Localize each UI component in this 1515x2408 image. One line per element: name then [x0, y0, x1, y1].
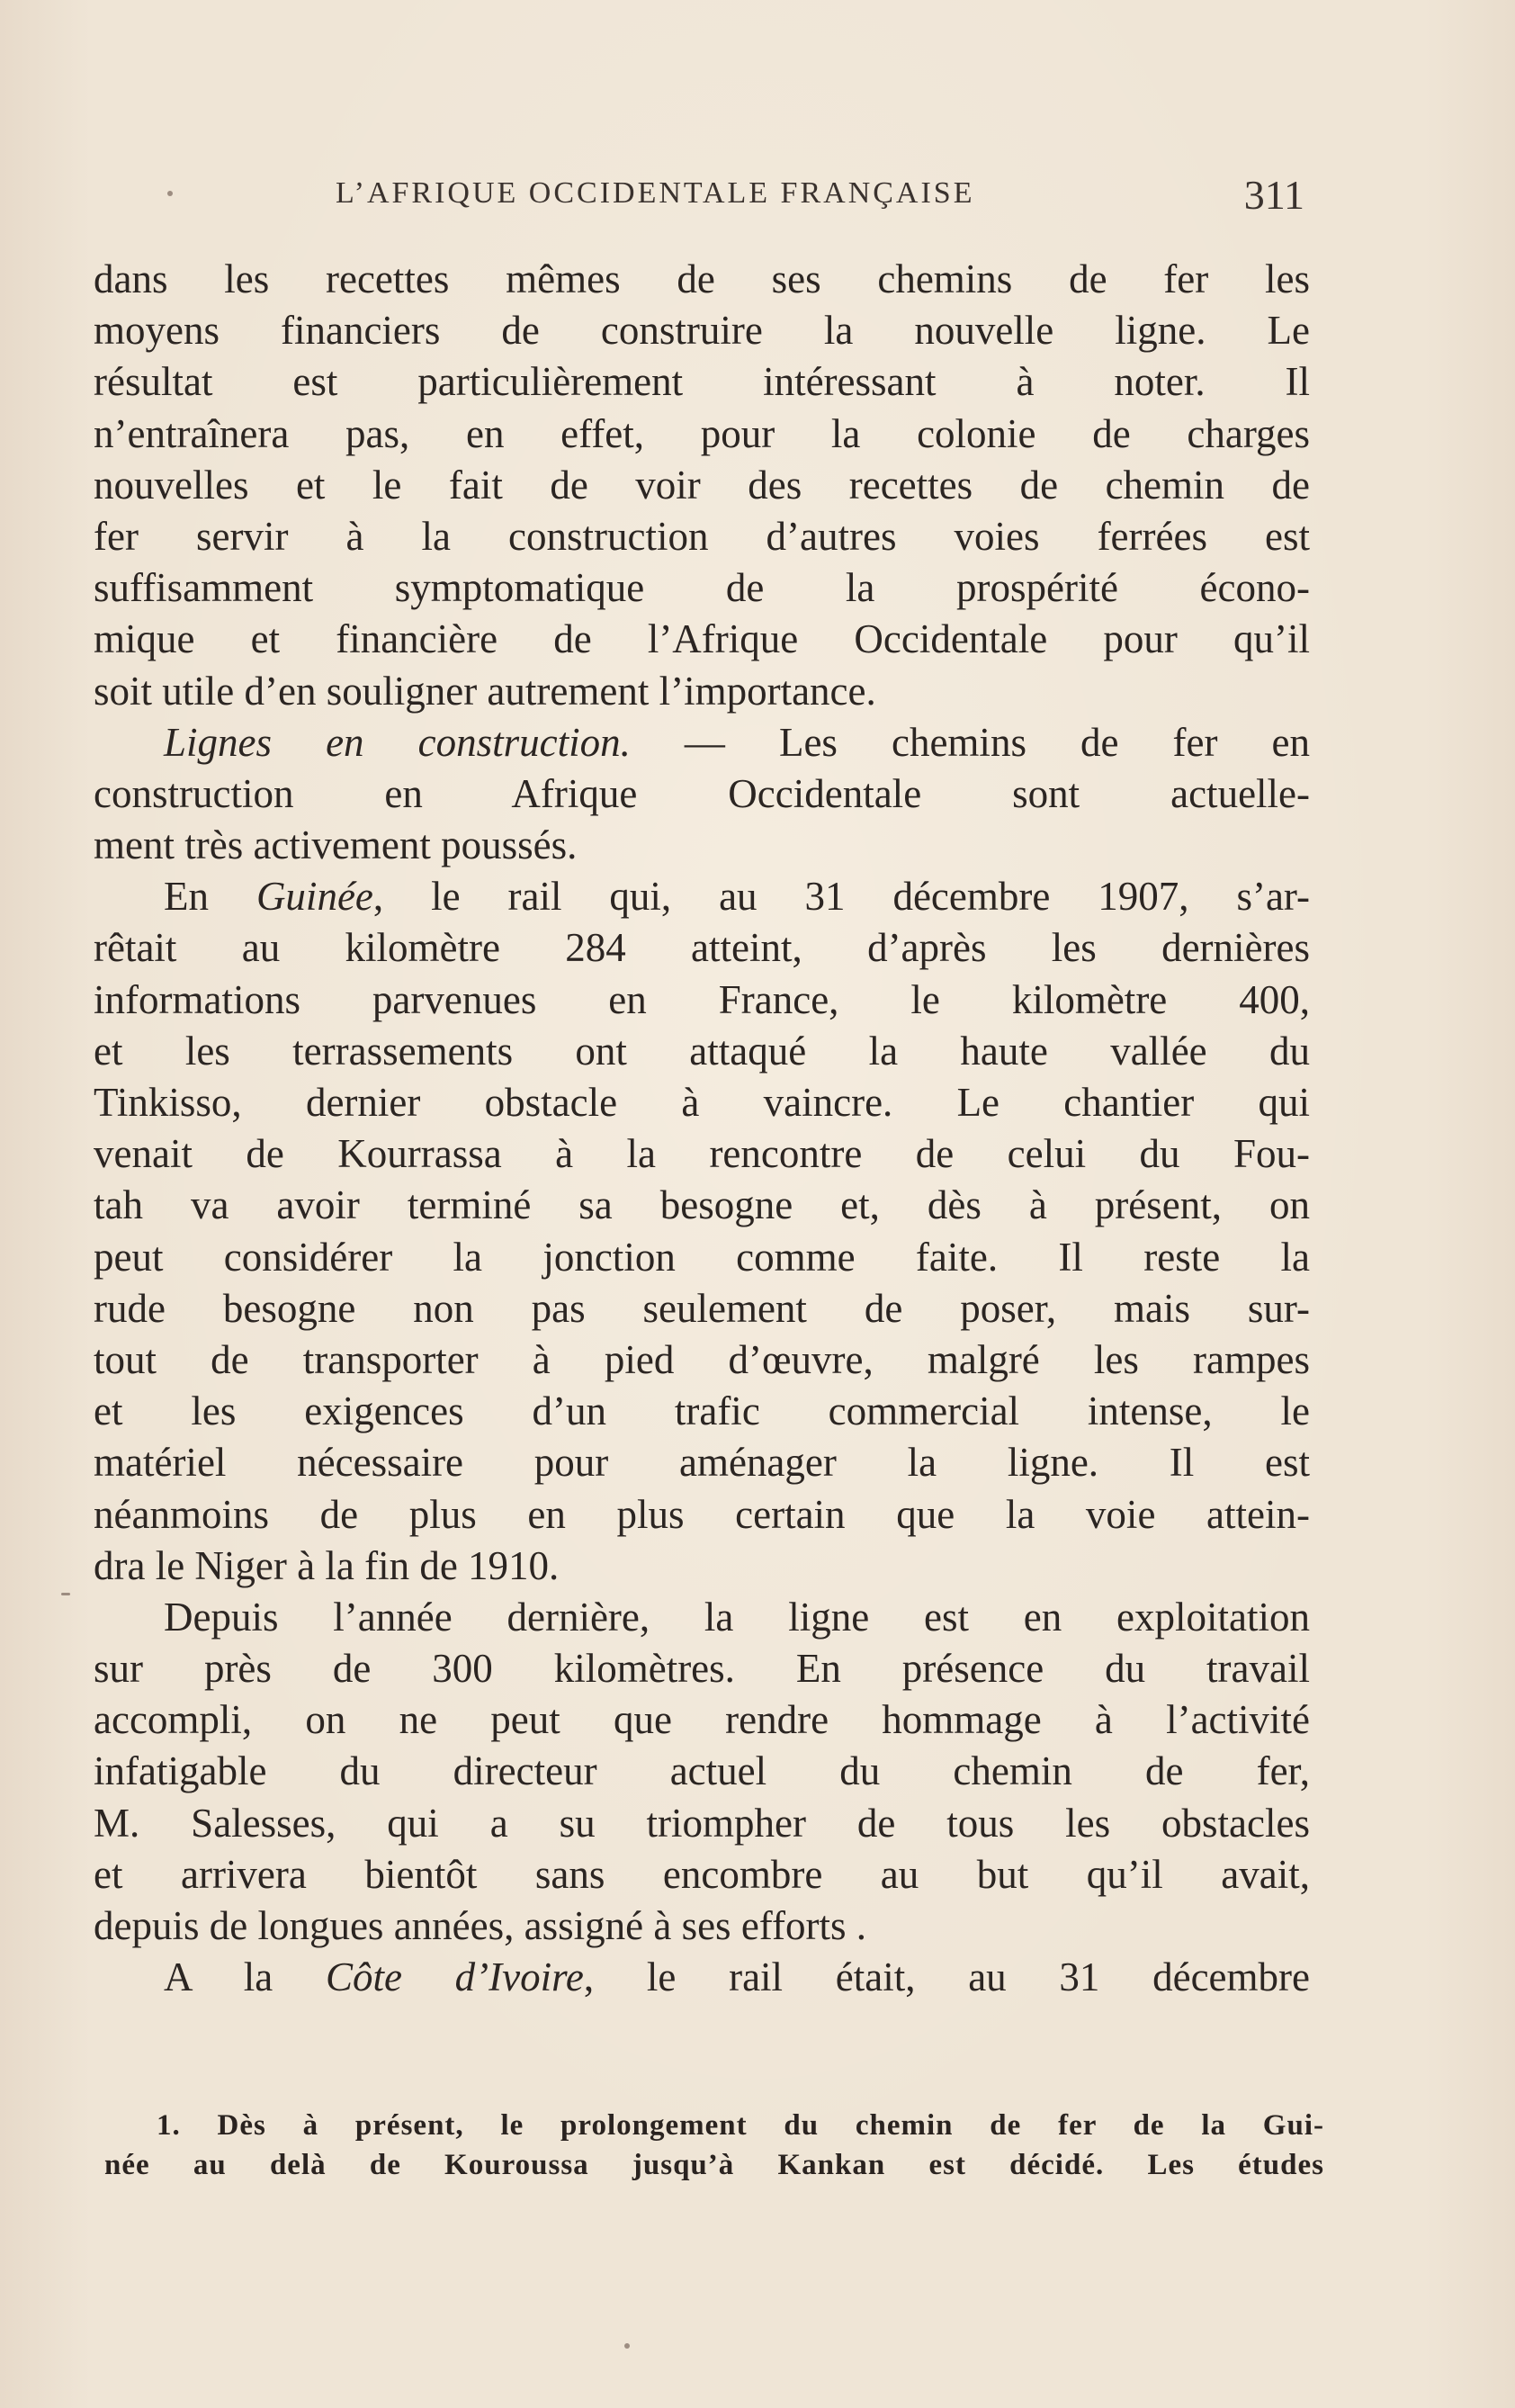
page-number: 311 — [1243, 172, 1304, 218]
text-line: accompli, on ne peut que rendre hommage à l’activité — [94, 1697, 1310, 1743]
text-line: construction en Afrique Occidentale sont actuelle- — [94, 770, 1310, 816]
text-line: ment très activement poussés. — [94, 822, 578, 868]
text-line: et arrivera bientôt sans encombre au but qu’il avait, — [94, 1851, 1310, 1897]
text-line: rêtait au kilomètre 284 atteint, d’après les dernières — [94, 925, 1310, 971]
text-line: n’entraînera pas, en effet, pour la colonie de charges — [94, 410, 1310, 456]
text-line: infatigable du directeur actuel du chemin de fer, — [94, 1748, 1310, 1794]
page-header — [97, 171, 1304, 225]
text-line: rude besogne non pas seulement de poser, mais sur- — [94, 1285, 1310, 1331]
text-line: Depuis l’année dernière, la ligne est en exploitation — [164, 1594, 1310, 1640]
section-heading-rest: — Les chemins de fer en — [630, 719, 1311, 765]
text-line: tah va avoir terminé sa besogne et, dès à présent, on — [94, 1182, 1310, 1228]
text-line: depuis de longues années, assigné à ses efforts . — [94, 1903, 866, 1948]
ivoire-place: Côte d’Ivoire — [325, 1954, 584, 2000]
footnote-line: 1. Dès à présent, le prolongement du chemin de fer de la Gui- — [157, 2109, 1324, 2142]
text-line: résultat est particulièrement intéressant à noter. Il — [94, 359, 1310, 405]
ivoire-line — [94, 1952, 1310, 2003]
text-line: dra le Niger à la fin de 1910. — [94, 1542, 560, 1588]
guinea-intro: En — [164, 874, 256, 920]
text-line: informations parvenues en France, le kilomètre 400, — [94, 976, 1310, 1022]
running-title: L’AFRIQUE OCCIDENTALE FRANÇAISE — [336, 176, 975, 210]
text-line: soit utile d’en souligner autrement l’importance. — [94, 668, 876, 714]
ivoire-rest: , le rail était, au 31 décembre — [583, 1954, 1310, 2000]
text-line: dans les recettes mêmes de ses chemins de fer les — [94, 256, 1310, 301]
text-line: Tinkisso, dernier obstacle à vaincre. Le chantier qui — [94, 1080, 1310, 1125]
text-line: moyens financiers de construire la nouvelle ligne. Le — [94, 308, 1310, 354]
body-text — [94, 254, 1310, 2003]
text-line: sur près de 300 kilomètres. En présence du travail — [94, 1646, 1310, 1692]
text-line: mique et financière de l’Afrique Occidentale pour qu’il — [94, 616, 1310, 662]
text-line: et les exigences d’un trafic commercial intense, le — [94, 1388, 1310, 1434]
ivoire-intro: A la — [164, 1954, 326, 2000]
paper-speck — [61, 1593, 70, 1595]
text-line: venait de Kourrassa à la rencontre de celui du Fou- — [94, 1131, 1310, 1177]
section-heading: Lignes en construction. — [164, 719, 631, 765]
text-line: peut considérer la jonction comme faite. Il reste la — [94, 1234, 1310, 1280]
footnote — [104, 2106, 1324, 2185]
footnote-line: née au delà de Kouroussa jusqu’à Kankan est décidé. Les études — [104, 2149, 1324, 2181]
text-line: suffisamment symptomatique de la prospérité écono- — [94, 565, 1310, 611]
text-line: nouvelles et le fait de voir des recettes de chemin de — [94, 462, 1310, 508]
paper-speck — [624, 2343, 630, 2349]
paper-speck — [167, 191, 173, 196]
text-line: matériel nécessaire pour aménager la ligne. Il est — [94, 1440, 1310, 1486]
guinea-first-rest: , le rail qui, au 31 décembre 1907, s’ar- — [372, 874, 1310, 920]
text-line: M. Salesses, qui a su triompher de tous les obstacles — [94, 1800, 1310, 1846]
guinea-place: Guinée — [255, 874, 373, 920]
text-line: tout de transporter à pied d’œuvre, malgré les rampes — [94, 1336, 1310, 1382]
section-heading-line — [94, 717, 1310, 768]
text-line: fer servir à la construction d’autres voies ferrées est — [94, 513, 1310, 559]
text-line: néanmoins de plus en plus certain que la voie attein- — [94, 1491, 1310, 1537]
text-line: et les terrassements ont attaqué la haute vallée du — [94, 1028, 1310, 1074]
guinea-first-line — [94, 871, 1310, 922]
